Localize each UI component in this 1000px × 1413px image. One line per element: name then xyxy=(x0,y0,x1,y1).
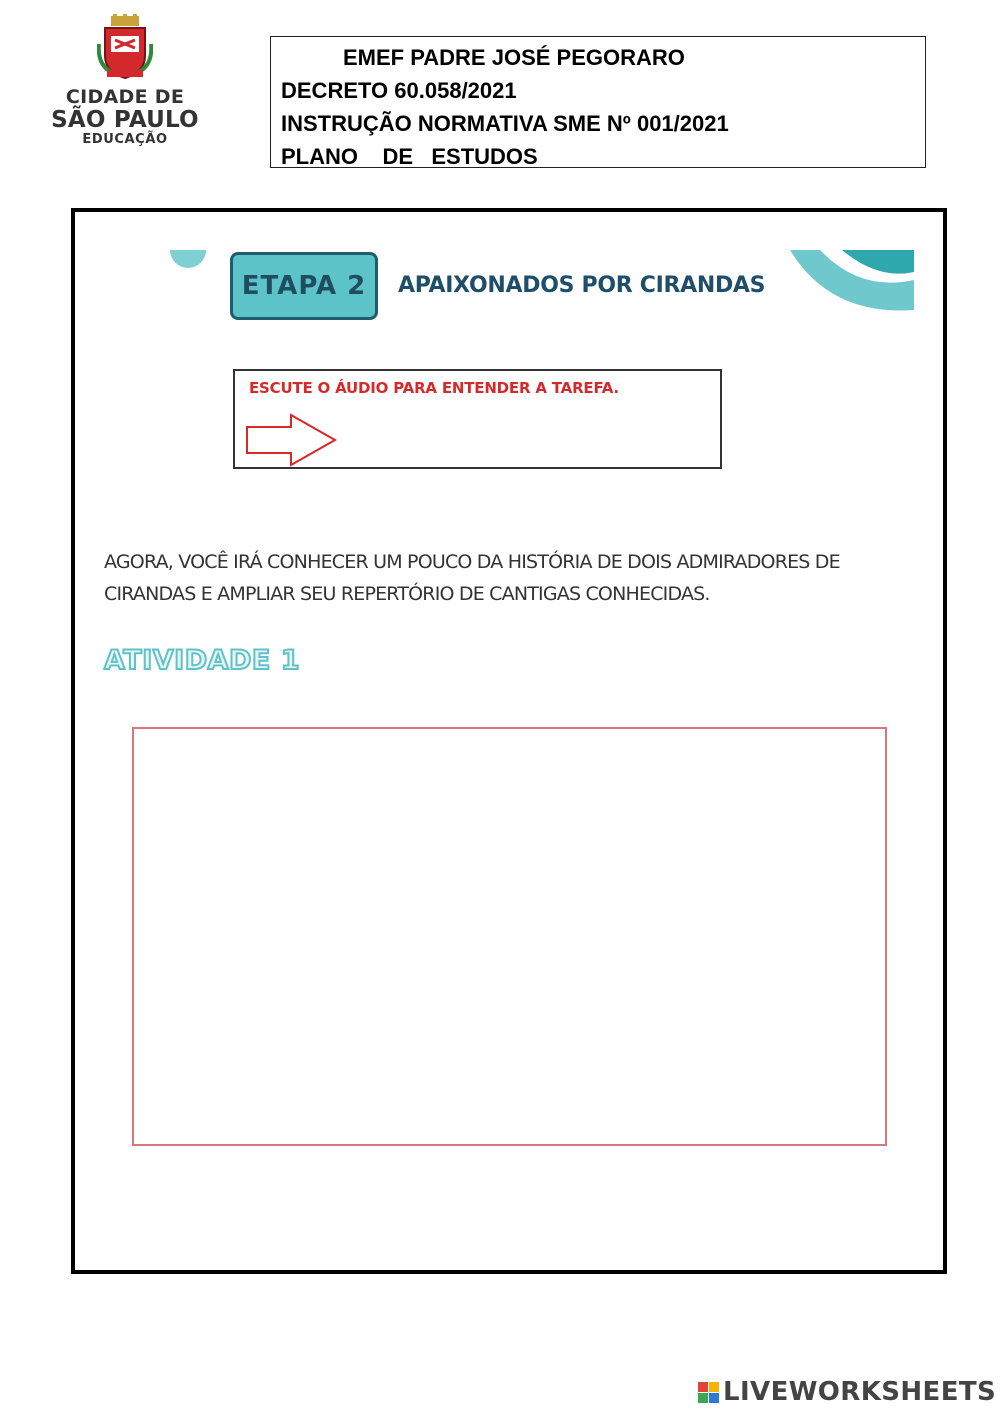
logo-line-3: EDUCAÇÃO xyxy=(82,132,168,147)
school-info-box xyxy=(270,36,926,168)
logo-line-2: SÃO PAULO xyxy=(51,107,199,133)
intro-line-2: CIRANDAS E AMPLIAR SEU REPERTÓRIO DE CANTIGAS CONHECIDAS. xyxy=(104,583,710,605)
arrow-right-icon[interactable] xyxy=(245,413,339,467)
school-name: EMEF PADRE JOSÉ PEGORARO xyxy=(343,45,685,70)
logo-line-1: CIDADE DE xyxy=(65,86,185,108)
instruction-text: INSTRUÇÃO NORMATIVA SME Nº 001/2021 xyxy=(281,111,729,136)
decorative-circle-right xyxy=(790,250,914,320)
audio-instruction-box xyxy=(233,369,722,469)
activity-area[interactable] xyxy=(132,727,887,1146)
stage-badge: ETAPA 2 xyxy=(230,252,378,320)
brand-name: LIVEWORKSHEETS xyxy=(723,1377,997,1407)
activity-title: ATIVIDADE 1 xyxy=(104,645,301,676)
audio-instruction-text: ESCUTE O ÁUDIO PARA ENTENDER A TAREFA. xyxy=(249,379,619,397)
decree-text: DECRETO 60.058/2021 xyxy=(281,78,517,103)
intro-paragraph xyxy=(104,546,864,610)
city-logo xyxy=(40,14,210,148)
coat-of-arms-icon xyxy=(97,14,153,80)
liveworksheets-brand xyxy=(698,1377,996,1407)
intro-line-1: AGORA, VOCÊ IRÁ CONHECER UM POUCO DA HISTÓRIA DE DOIS ADMIRADORES DE xyxy=(104,551,840,573)
decorative-circle-left xyxy=(168,250,208,282)
liveworksheets-logo-icon xyxy=(698,1382,719,1403)
study-plan-text: PLANO DE ESTUDOS xyxy=(281,144,538,169)
stage-title: APAIXONADOS POR CIRANDAS xyxy=(398,273,766,298)
